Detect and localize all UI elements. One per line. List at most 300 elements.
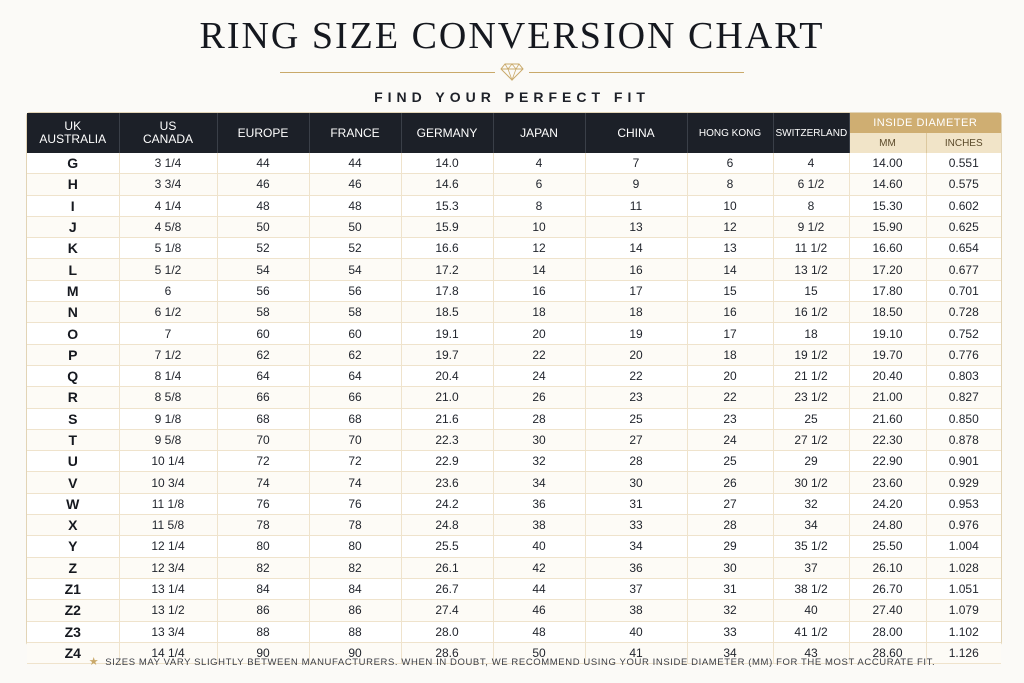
table-cell: 16 1/2 <box>773 302 849 323</box>
table-cell: 37 <box>585 578 687 599</box>
table-cell: 8 <box>687 174 773 195</box>
header-mm: MM <box>849 133 926 153</box>
table-cell: 9 1/8 <box>119 408 217 429</box>
table-cell: 9 5/8 <box>119 429 217 450</box>
table-cell: 0.654 <box>926 238 1001 259</box>
table-cell: 82 <box>217 557 309 578</box>
table-cell: 76 <box>217 493 309 514</box>
table-cell: 0.701 <box>926 280 1001 301</box>
table-cell: 14.6 <box>401 174 493 195</box>
table-cell: 17 <box>585 280 687 301</box>
table-cell: 14 <box>687 259 773 280</box>
table-cell: 18 <box>493 302 585 323</box>
table-row <box>27 536 1001 557</box>
table-cell: 8 5/8 <box>119 387 217 408</box>
table-row <box>27 493 1001 514</box>
table-cell: 54 <box>217 259 309 280</box>
table-cell: 70 <box>217 429 309 450</box>
table-cell: Y <box>27 536 119 557</box>
table-cell: 58 <box>217 302 309 323</box>
table-cell: 44 <box>217 153 309 174</box>
table-row <box>27 600 1001 621</box>
table-cell: 60 <box>217 323 309 344</box>
table-cell: 28 <box>687 515 773 536</box>
table-cell: 9 1/2 <box>773 216 849 237</box>
footnote-text: SIZES MAY VARY SLIGHTLY BETWEEN MANUFACTURERS. WHEN IN DOUBT, WE RECOMMEND USING YOUR INSIDE DIAMETER (MM) FOR THE MOST ACCURATE FIT. <box>105 657 936 668</box>
table-cell: 0.953 <box>926 493 1001 514</box>
table-cell: 0.551 <box>926 153 1001 174</box>
table-cell: 13 <box>687 238 773 259</box>
table-cell: 5 1/8 <box>119 238 217 259</box>
table-cell: U <box>27 451 119 472</box>
table-cell: 23 <box>585 387 687 408</box>
table-cell: 22.3 <box>401 429 493 450</box>
table-cell: Z <box>27 557 119 578</box>
table-row <box>27 621 1001 642</box>
table-row <box>27 408 1001 429</box>
table-cell: 8 1/4 <box>119 365 217 386</box>
table-row <box>27 578 1001 599</box>
table-cell: 31 <box>687 578 773 599</box>
star-icon: ★ <box>88 656 100 668</box>
table-cell: 19.7 <box>401 344 493 365</box>
table-cell: 29 <box>687 536 773 557</box>
table-row <box>27 429 1001 450</box>
table-cell: 27 <box>687 493 773 514</box>
table-cell: 68 <box>309 408 401 429</box>
table-cell: 25 <box>687 451 773 472</box>
table-cell: 27.4 <box>401 600 493 621</box>
table-cell: 17.20 <box>849 259 926 280</box>
table-cell: Q <box>27 365 119 386</box>
table-cell: 24 <box>687 429 773 450</box>
table-cell: 17 <box>687 323 773 344</box>
table-cell: J <box>27 216 119 237</box>
table-cell: 26 <box>687 472 773 493</box>
table-cell: 0.901 <box>926 451 1001 472</box>
table-cell: P <box>27 344 119 365</box>
table-cell: 38 <box>585 600 687 621</box>
table-cell: 76 <box>309 493 401 514</box>
table-cell: 4 1/4 <box>119 195 217 216</box>
table-cell: 18 <box>687 344 773 365</box>
table-cell: 16 <box>493 280 585 301</box>
table-cell: 19 1/2 <box>773 344 849 365</box>
table-cell: 34 <box>493 472 585 493</box>
header-uk-australia: UK AUSTRALIA <box>27 113 119 153</box>
table-cell: 68 <box>217 408 309 429</box>
table-cell: 16 <box>585 259 687 280</box>
table-cell: 4 <box>493 153 585 174</box>
header-inches: INCHES <box>926 133 1001 153</box>
table-cell: 0.803 <box>926 365 1001 386</box>
table-cell: 38 1/2 <box>773 578 849 599</box>
table-cell: 24.2 <box>401 493 493 514</box>
table-cell: 7 <box>119 323 217 344</box>
table-cell: 0.776 <box>926 344 1001 365</box>
table-cell: 3 3/4 <box>119 174 217 195</box>
table-cell: 56 <box>217 280 309 301</box>
table-cell: 56 <box>309 280 401 301</box>
table-cell: 27 <box>585 429 687 450</box>
table-cell: 25.5 <box>401 536 493 557</box>
table-cell: 48 <box>217 195 309 216</box>
table-row <box>27 451 1001 472</box>
table-cell: 40 <box>493 536 585 557</box>
table-cell: 24.20 <box>849 493 926 514</box>
table-cell: 14.00 <box>849 153 926 174</box>
table-cell: 0.878 <box>926 429 1001 450</box>
table-cell: 1.079 <box>926 600 1001 621</box>
table-cell: 0.929 <box>926 472 1001 493</box>
table-cell: 33 <box>687 621 773 642</box>
table-cell: 30 1/2 <box>773 472 849 493</box>
table-cell: 58 <box>309 302 401 323</box>
table-cell: 32 <box>687 600 773 621</box>
table-cell: 10 1/4 <box>119 451 217 472</box>
table-cell: 15.30 <box>849 195 926 216</box>
table-cell: 1.004 <box>926 536 1001 557</box>
table-cell: 32 <box>773 493 849 514</box>
table-cell: 28 <box>585 451 687 472</box>
table-cell: 15.3 <box>401 195 493 216</box>
table-cell: 1.028 <box>926 557 1001 578</box>
table-row <box>27 259 1001 280</box>
table-cell: 6 1/2 <box>773 174 849 195</box>
table-cell: Z1 <box>27 578 119 599</box>
table-cell: 12 3/4 <box>119 557 217 578</box>
table-cell: 27.40 <box>849 600 926 621</box>
table-cell: 78 <box>309 515 401 536</box>
table-cell: 17.8 <box>401 280 493 301</box>
table-cell: 62 <box>217 344 309 365</box>
ring-size-table-container <box>26 112 1002 661</box>
table-cell: 8 <box>773 195 849 216</box>
table-cell: 43 <box>773 642 849 663</box>
table-row <box>27 280 1001 301</box>
table-cell: 18.5 <box>401 302 493 323</box>
table-cell: 17.2 <box>401 259 493 280</box>
table-cell: 82 <box>309 557 401 578</box>
header-hong-kong: HONG KONG <box>687 113 773 153</box>
header-china: CHINA <box>585 113 687 153</box>
table-cell: 18 <box>773 323 849 344</box>
table-cell: S <box>27 408 119 429</box>
table-cell: 25 <box>585 408 687 429</box>
table-cell: 6 <box>493 174 585 195</box>
table-row <box>27 557 1001 578</box>
table-cell: 22 <box>493 344 585 365</box>
table-cell: 0.677 <box>926 259 1001 280</box>
table-cell: 8 <box>493 195 585 216</box>
table-cell: 84 <box>217 578 309 599</box>
table-cell: 0.575 <box>926 174 1001 195</box>
table-cell: 44 <box>309 153 401 174</box>
table-cell: 31 <box>585 493 687 514</box>
header-switzerland: SWITZERLAND <box>773 113 849 153</box>
table-cell: 24 <box>493 365 585 386</box>
header-us-canada: US CANADA <box>119 113 217 153</box>
table-cell: V <box>27 472 119 493</box>
table-cell: 15 <box>773 280 849 301</box>
table-cell: 16 <box>687 302 773 323</box>
table-cell: I <box>27 195 119 216</box>
table-cell: 1.126 <box>926 642 1001 663</box>
table-cell: 7 1/2 <box>119 344 217 365</box>
table-cell: L <box>27 259 119 280</box>
table-cell: W <box>27 493 119 514</box>
table-cell: 11 <box>585 195 687 216</box>
table-row <box>27 515 1001 536</box>
table-cell: 26.7 <box>401 578 493 599</box>
table-cell: 48 <box>309 195 401 216</box>
table-cell: 0.625 <box>926 216 1001 237</box>
table-cell: 10 <box>493 216 585 237</box>
table-row <box>27 195 1001 216</box>
table-cell: 21.00 <box>849 387 926 408</box>
table-cell: 46 <box>493 600 585 621</box>
table-cell: 26.10 <box>849 557 926 578</box>
table-cell: 20 <box>585 344 687 365</box>
table-cell: 26 <box>493 387 585 408</box>
table-cell: 30 <box>493 429 585 450</box>
table-cell: 70 <box>309 429 401 450</box>
table-cell: 23.60 <box>849 472 926 493</box>
header-inside-diameter: INSIDE DIAMETER <box>849 113 1001 133</box>
table-cell: 11 5/8 <box>119 515 217 536</box>
table-cell: 3 1/4 <box>119 153 217 174</box>
table-cell: Z2 <box>27 600 119 621</box>
table-cell: 21.6 <box>401 408 493 429</box>
ring-size-table <box>27 113 1001 664</box>
table-cell: 11 1/2 <box>773 238 849 259</box>
table-row <box>27 153 1001 174</box>
header-germany: GERMANY <box>401 113 493 153</box>
table-cell: 40 <box>773 600 849 621</box>
table-cell: 88 <box>309 621 401 642</box>
table-cell: 28.6 <box>401 642 493 663</box>
table-cell: 18 <box>585 302 687 323</box>
table-cell: 86 <box>217 600 309 621</box>
divider-line-right <box>529 72 744 73</box>
table-cell: 66 <box>217 387 309 408</box>
table-cell: 41 1/2 <box>773 621 849 642</box>
table-row <box>27 302 1001 323</box>
table-cell: 30 <box>687 557 773 578</box>
table-cell: 14.60 <box>849 174 926 195</box>
table-cell: 1.051 <box>926 578 1001 599</box>
table-cell: T <box>27 429 119 450</box>
table-cell: 4 <box>773 153 849 174</box>
footnote <box>0 655 1024 668</box>
table-cell: 13 1/2 <box>773 259 849 280</box>
table-cell: 41 <box>585 642 687 663</box>
table-cell: 0.752 <box>926 323 1001 344</box>
table-cell: N <box>27 302 119 323</box>
table-cell: 90 <box>309 642 401 663</box>
table-cell: 27 1/2 <box>773 429 849 450</box>
table-cell: 22.90 <box>849 451 926 472</box>
table-cell: 34 <box>585 536 687 557</box>
table-cell: 37 <box>773 557 849 578</box>
table-cell: 20 <box>687 365 773 386</box>
table-cell: 46 <box>309 174 401 195</box>
table-cell: 11 1/8 <box>119 493 217 514</box>
table-cell: 84 <box>309 578 401 599</box>
table-cell: 22 <box>585 365 687 386</box>
table-row <box>27 323 1001 344</box>
header-europe: EUROPE <box>217 113 309 153</box>
table-cell: 0.850 <box>926 408 1001 429</box>
table-cell: 28 <box>493 408 585 429</box>
header-france: FRANCE <box>309 113 401 153</box>
table-cell: M <box>27 280 119 301</box>
table-row <box>27 365 1001 386</box>
table-cell: 6 <box>687 153 773 174</box>
table-cell: 1.102 <box>926 621 1001 642</box>
table-cell: 19.10 <box>849 323 926 344</box>
table-cell: 52 <box>217 238 309 259</box>
table-cell: 22.30 <box>849 429 926 450</box>
table-cell: 26.70 <box>849 578 926 599</box>
table-cell: 5 1/2 <box>119 259 217 280</box>
table-cell: 54 <box>309 259 401 280</box>
table-cell: R <box>27 387 119 408</box>
table-cell: 15 <box>687 280 773 301</box>
divider-line-left <box>280 72 495 73</box>
title-divider <box>280 63 744 81</box>
table-cell: 32 <box>493 451 585 472</box>
table-cell: 22.9 <box>401 451 493 472</box>
table-cell: 28.0 <box>401 621 493 642</box>
table-row <box>27 387 1001 408</box>
table-cell: 50 <box>217 216 309 237</box>
table-cell: 17.80 <box>849 280 926 301</box>
table-cell: 4 5/8 <box>119 216 217 237</box>
table-cell: 26.1 <box>401 557 493 578</box>
table-cell: Z3 <box>27 621 119 642</box>
table-cell: 88 <box>217 621 309 642</box>
table-cell: 10 3/4 <box>119 472 217 493</box>
table-cell: 10 <box>687 195 773 216</box>
page-title: RING SIZE CONVERSION CHART <box>199 15 825 57</box>
table-cell: 13 1/4 <box>119 578 217 599</box>
table-cell: 80 <box>217 536 309 557</box>
table-row <box>27 174 1001 195</box>
table-cell: 19.70 <box>849 344 926 365</box>
page-subtitle: FIND YOUR PERFECT FIT <box>374 89 650 105</box>
table-cell: 13 <box>585 216 687 237</box>
table-cell: 23 <box>687 408 773 429</box>
table-cell: 33 <box>585 515 687 536</box>
table-cell: 12 <box>493 238 585 259</box>
table-cell: 20.40 <box>849 365 926 386</box>
table-cell: 20 <box>493 323 585 344</box>
table-cell: 44 <box>493 578 585 599</box>
table-cell: 28.60 <box>849 642 926 663</box>
table-cell: 35 1/2 <box>773 536 849 557</box>
table-cell: 13 3/4 <box>119 621 217 642</box>
table-cell: 50 <box>493 642 585 663</box>
table-cell: 90 <box>217 642 309 663</box>
table-cell: 36 <box>493 493 585 514</box>
table-cell: 64 <box>217 365 309 386</box>
table-cell: 36 <box>585 557 687 578</box>
table-cell: 60 <box>309 323 401 344</box>
table-cell: 18.50 <box>849 302 926 323</box>
table-row <box>27 344 1001 365</box>
table-cell: G <box>27 153 119 174</box>
table-cell: Z4 <box>27 642 119 663</box>
table-cell: 14 <box>493 259 585 280</box>
table-cell: 30 <box>585 472 687 493</box>
table-cell: 80 <box>309 536 401 557</box>
table-cell: 52 <box>309 238 401 259</box>
header-japan: JAPAN <box>493 113 585 153</box>
table-cell: 29 <box>773 451 849 472</box>
table-body <box>27 153 1001 664</box>
table-cell: 28.00 <box>849 621 926 642</box>
table-cell: 15.90 <box>849 216 926 237</box>
table-cell: 9 <box>585 174 687 195</box>
table-cell: 19.1 <box>401 323 493 344</box>
table-cell: K <box>27 238 119 259</box>
table-cell: H <box>27 174 119 195</box>
table-cell: 34 <box>773 515 849 536</box>
table-cell: 22 <box>687 387 773 408</box>
table-cell: 50 <box>309 216 401 237</box>
table-cell: 20.4 <box>401 365 493 386</box>
table-cell: 24.80 <box>849 515 926 536</box>
table-cell: 21.60 <box>849 408 926 429</box>
table-cell: 78 <box>217 515 309 536</box>
table-cell: 48 <box>493 621 585 642</box>
table-cell: 66 <box>309 387 401 408</box>
table-cell: 23 1/2 <box>773 387 849 408</box>
table-cell: 25.50 <box>849 536 926 557</box>
table-cell: 34 <box>687 642 773 663</box>
table-cell: 40 <box>585 621 687 642</box>
table-cell: 12 1/4 <box>119 536 217 557</box>
table-cell: 7 <box>585 153 687 174</box>
table-cell: 21 1/2 <box>773 365 849 386</box>
table-cell: 46 <box>217 174 309 195</box>
table-cell: 72 <box>217 451 309 472</box>
table-cell: 42 <box>493 557 585 578</box>
table-row <box>27 216 1001 237</box>
table-cell: 15.9 <box>401 216 493 237</box>
table-cell: 86 <box>309 600 401 621</box>
table-cell: 21.0 <box>401 387 493 408</box>
table-cell: 16.60 <box>849 238 926 259</box>
table-cell: 0.728 <box>926 302 1001 323</box>
table-cell: 64 <box>309 365 401 386</box>
table-cell: 16.6 <box>401 238 493 259</box>
table-cell: 0.827 <box>926 387 1001 408</box>
table-cell: 6 1/2 <box>119 302 217 323</box>
table-cell: 74 <box>217 472 309 493</box>
table-cell: 0.976 <box>926 515 1001 536</box>
table-cell: 62 <box>309 344 401 365</box>
table-cell: 6 <box>119 280 217 301</box>
table-cell: 14 1/4 <box>119 642 217 663</box>
table-cell: 14.0 <box>401 153 493 174</box>
table-cell: 24.8 <box>401 515 493 536</box>
diamond-icon <box>500 63 524 81</box>
table-cell: 12 <box>687 216 773 237</box>
table-cell: 14 <box>585 238 687 259</box>
table-cell: 72 <box>309 451 401 472</box>
